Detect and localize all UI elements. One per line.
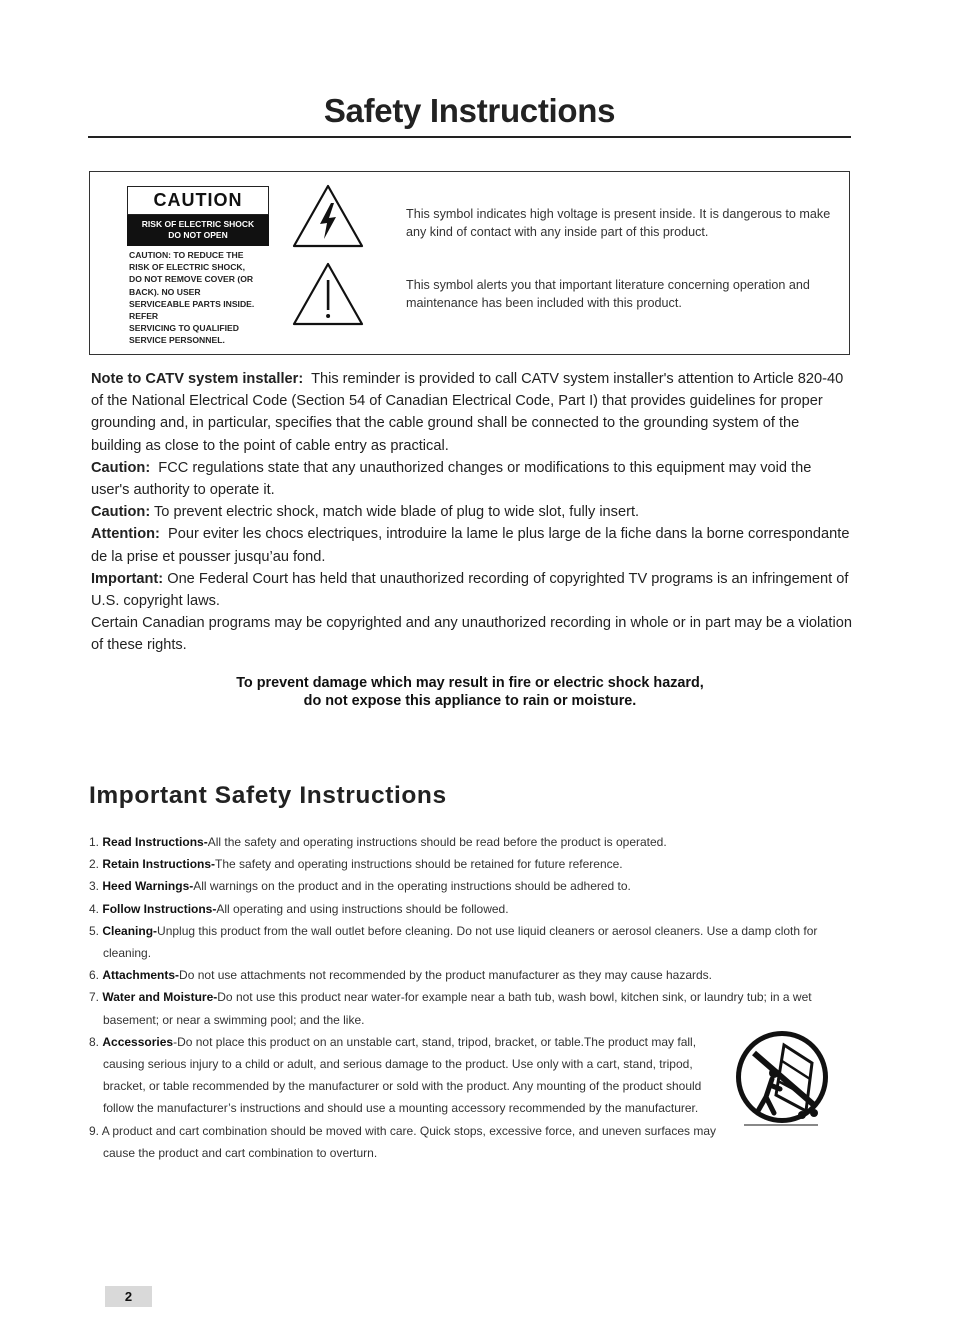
list-item: 2. Retain Instructions-The safety and operating instructions should be retained for future reference. (89, 857, 623, 872)
fcc-caution (91, 457, 853, 501)
list-item: 4. Follow Instructions-All operating and using instructions should be followed. (89, 901, 509, 916)
important-note (91, 568, 853, 612)
warning-line-2: do not expose this appliance to rain or moisture. (303, 693, 637, 709)
title-divider (88, 136, 851, 138)
exclamation-symbol-description: This symbol alerts you that important literature concerning operation and maintenance has been included with this product. (406, 278, 810, 310)
catv-note (91, 368, 853, 457)
page-number: 2 (105, 1286, 152, 1307)
caution-body-line: SERVICE PERSONNEL. (129, 335, 225, 346)
lightning-triangle-icon (292, 184, 364, 248)
important-text: One Federal Court has held that unauthorized recording of copyrighted TV programs is an infringement of U.S. copyright laws. (91, 570, 849, 610)
warning-line-1: To prevent damage which may result in fire or electric shock hazard, (236, 675, 704, 691)
caution-label: CAUTION (127, 186, 269, 215)
risk-line-2: DO NOT OPEN (168, 230, 228, 240)
shock-caution-label: Caution: (91, 504, 151, 521)
caution-body-text (129, 249, 271, 347)
caution-body-line: DO NOT REMOVE COVER (OR (129, 274, 254, 285)
caution-body-line: RISK OF ELECTRIC SHOCK, (129, 262, 246, 273)
section-heading: Important Safety Instructions (89, 782, 447, 809)
list-item: 5. Cleaning-Unplug this product from the wall outlet before cleaning. Do not use liquid cleaners or aerosol cleaners. Use a damp cloth for cleaning. (89, 923, 818, 961)
attention-label: Attention: (91, 526, 160, 543)
catv-note-label: Note to CATV system installer: (91, 371, 304, 387)
caution-body-line: SERVICING TO QUALIFIED (129, 323, 239, 334)
cart-tipover-warning-icon (732, 1031, 832, 1127)
voltage-symbol-description: This symbol indicates high voltage is present inside. It is dangerous to make any kind of contact with any inside part of this product. (406, 207, 831, 239)
list-item: 9. A product and cart combination should be moved with care. Quick stops, excessive force, and uneven surfaces may cause the product and cart combination to overturn. (89, 1123, 717, 1160)
attention-text: Pour eviter les chocs electriques, introduire la lame le plus large de la fiche dans la borne correspondante de la prise et pousser jusqu’au fond. (91, 526, 850, 565)
list-item: 6. Attachments-Do not use attachments not recommended by the product manufacturer as they may cause hazards. (89, 968, 712, 983)
page-title: Safety Instructions (323, 92, 616, 129)
caution-body-line: SERVICEABLE PARTS INSIDE. (129, 298, 255, 309)
shock-caution-text: To prevent electric shock, match wide blade of plug to wide slot, fully insert. (153, 504, 640, 521)
list-item: 3. Heed Warnings-All warnings on the product and in the operating instructions should be adhered to. (89, 879, 631, 894)
shock-caution (91, 501, 853, 523)
list-item: 7. Water and Moisture-Do not use this product near water-for example near a bath tub, wash bowl, kitchen sink, or laundry tub; in a wet basement; or near a swimming pool; and the like. (89, 990, 812, 1027)
list-item: 1. Read Instructions-All the safety and operating instructions should be read before the product is operated. (89, 835, 667, 849)
risk-of-shock-band (127, 215, 269, 246)
canadian-note: Certain Canadian programs may be copyrighted and any unauthorized recording in whole or in part may be a violation of these rights. (91, 615, 852, 654)
catv-note-text: This reminder is provided to call CATV system installer's attention to Article 820-40 of the National Electrical Code (Section 54 of Canadian Electrical Code, Part I) that provides guidelines for proper grounding and, in particular, specifies that the cable ground shall be connected to the grounding system of the building as close to the point of cable entry as practical. (91, 371, 844, 454)
installer-notes (91, 368, 853, 657)
caution-body-line: CAUTION: TO REDUCE THE (129, 250, 244, 260)
attention-note (91, 523, 853, 567)
list-item: 8. Accessories-Do not place this product on an unstable cart, stand, tripod, bracket, or table.The product may fall, causing serious injury to a child or adult, and serious damage to the product. Use only with a cart, stand, tripod, bracket, or table recommended by the manufacturer or sold with the product. Any mounting of the product should follow the manufacturer’s instructions and should use a mounting accessory recommended by the manufacturer. (89, 1034, 702, 1116)
fcc-caution-text: FCC regulations state that any unauthorized changes or modifications to this equipment may void the user's authority to operate it. (91, 459, 812, 499)
rain-moisture-warning (88, 674, 852, 710)
caution-body-line: BACK). NO USER (129, 286, 201, 297)
important-label: Important: (91, 570, 164, 587)
risk-line-1: RISK OF ELECTRIC SHOCK (141, 219, 255, 229)
safety-instructions-list (89, 831, 829, 1164)
fcc-caution-label: Caution: (91, 459, 151, 476)
exclamation-triangle-icon (292, 262, 364, 326)
caution-body-line: REFER (129, 311, 159, 322)
